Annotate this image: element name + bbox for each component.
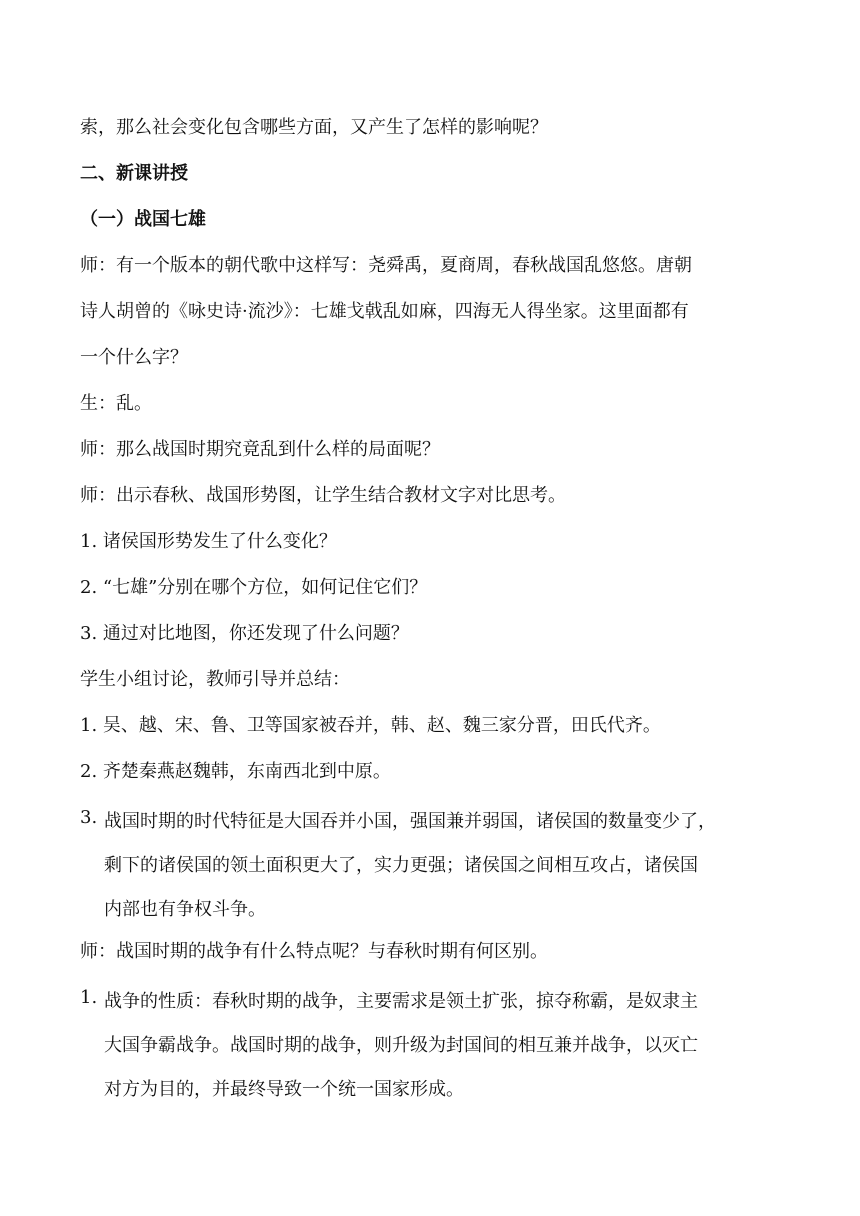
list-text-line: 战国时期的时代特征是大国吞并小国，强国兼并弱国，诸侯国的数量变少了， (104, 811, 716, 832)
list-number: 1. (80, 987, 98, 1008)
paragraph-line: 师：战国时期的战争有什么特点呢？与春秋时期有何区别。 (80, 941, 548, 962)
list-text-line: 剩下的诸侯国的领土面积更大了，实力更强；诸侯国之间相互攻占，诸侯国 (104, 855, 698, 876)
paragraph-line: 诗人胡曾的《咏史诗·流沙》：七雄戈戟乱如麻，四海无人得坐家。这里面都有 (80, 301, 689, 322)
paragraph-line: 生：乱。 (80, 393, 152, 414)
answer-item: 1. 吴、越、宋、鲁、卫等国家被吞并，韩、赵、魏三家分晋，田氏代齐。 (80, 715, 661, 736)
paragraph-line: 师：那么战国时期究竟乱到什么样的局面呢？ (80, 439, 440, 460)
document-body (80, 110, 790, 1114)
paragraph-line: 索，那么社会变化包含哪些方面，又产生了怎样的影响呢？ (80, 117, 548, 138)
paragraph-line: 师：出示春秋、战国形势图，让学生结合教材文字对比思考。 (80, 485, 566, 506)
paragraph-line: 学生小组讨论，教师引导并总结： (80, 669, 350, 690)
answer-item-multiline (80, 980, 790, 1112)
answer-item-multiline (80, 800, 790, 932)
list-text-line: 大国争霸战争。战国时期的战争，则升级为封国间的相互兼并战争，以灭亡 (104, 1035, 698, 1056)
paragraph-line: 一个什么字？ (80, 347, 188, 368)
question-item: 2. “七雄”分别在哪个方位，如何记住它们？ (80, 577, 428, 598)
list-number: 3. (80, 807, 98, 828)
list-text-line: 内部也有争权斗争。 (104, 899, 266, 920)
list-text-line: 对方为目的，并最终导致一个统一国家形成。 (104, 1079, 464, 1100)
question-item: 1. 诸侯国形势发生了什么变化？ (80, 531, 337, 552)
list-text-line: 战争的性质：春秋时期的战争，主要需求是领土扩张，掠夺称霸，是奴隶主 (104, 991, 698, 1012)
question-item: 3. 通过对比地图，你还发现了什么问题？ (80, 623, 409, 644)
section-heading: 二、新课讲授 (80, 163, 188, 184)
answer-item: 2. 齐楚秦燕赵魏韩，东南西北到中原。 (80, 761, 391, 782)
paragraph-line: 师：有一个版本的朝代歌中这样写：尧舜禹，夏商周，春秋战国乱悠悠。唐朝 (80, 255, 692, 276)
subsection-heading: （一）战国七雄 (80, 209, 206, 230)
